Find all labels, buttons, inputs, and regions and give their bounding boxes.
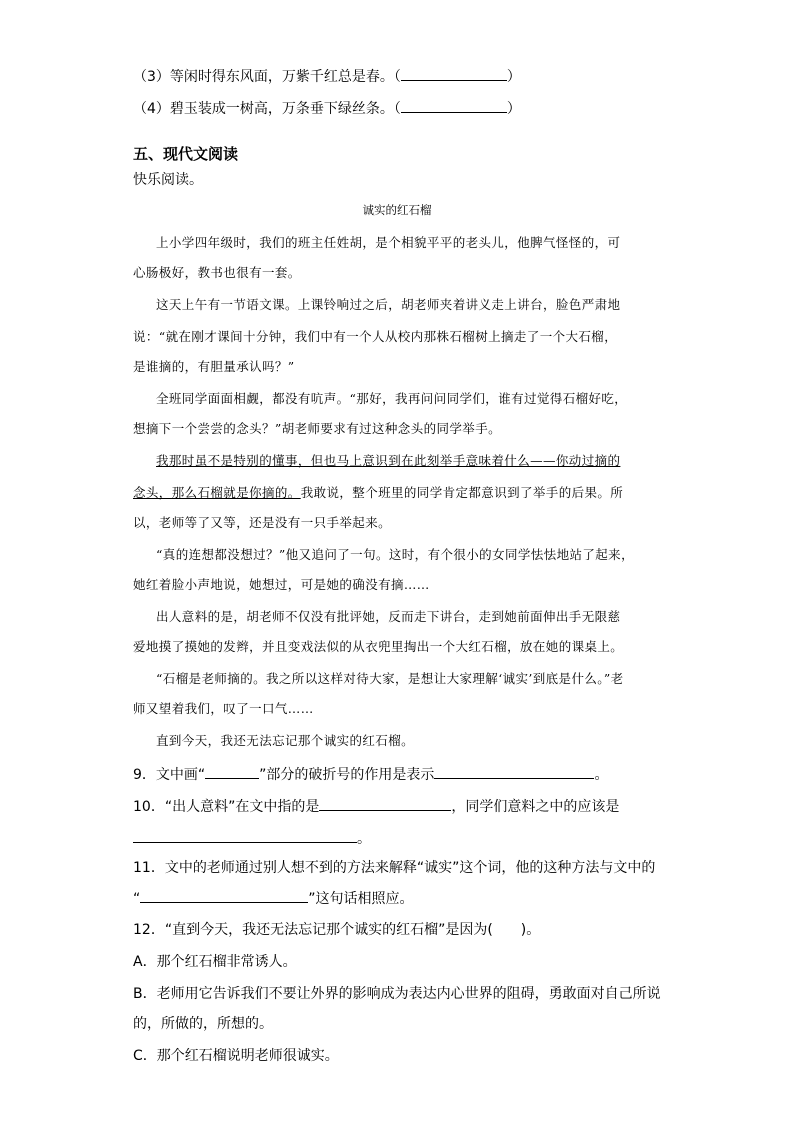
answer-blank-11[interactable] [140,888,308,903]
answer-blank-10b[interactable] [133,828,357,843]
question-11-cont [133,888,414,909]
question-10 [133,796,619,817]
option-b-cont: 的，所做的，所想的。 [133,1016,273,1032]
passage-line: “石榴是老师摘的。我之所以这样对待大家，是想让大家理解‘诚实’到底是什么。”老 [156,671,624,686]
section-title: 五、现代文阅读 [133,145,239,163]
passage-line: 直到今天，我还无法忘记那个诚实的红石榴。 [156,733,415,748]
question-9-text-a: 9．文中画“ [133,767,206,783]
question-10-text-c: 。 [357,831,371,847]
passage-line: “真的连想都没想过？”他又追问了一句。这时，有个很小的女同学怯怯地站了起来， [156,547,634,562]
answer-blank-3[interactable] [401,66,507,81]
passage-line: 是谁摘的，有胆量承认吗？” [133,359,295,374]
passage-line-mixed [133,484,665,502]
question-4-close: ） [506,101,521,117]
question-4 [133,98,521,119]
underlined-passage-line: 我那时虽不是特别的懂事，但也马上意识到在此刻举手意味着什么——你动过摘的 [156,453,621,468]
question-10-text-a: 10．“出人意料”在文中指的是 [133,799,320,815]
question-10-cont [133,828,371,849]
passage-line: 上小学四年级时，我们的班主任姓胡，是个相貌平平的老头儿，他脾气怪怪的，可 [156,235,621,250]
answer-blank-9a[interactable] [205,764,259,779]
question-9-text-c: 。 [594,767,609,783]
passage-line: 想摘下一个尝尝的念头？”胡老师要求有过这种念头的同学举手。 [133,421,501,436]
passage-line: 这天上午有一节语文课。上课铃响过之后，胡老师夹着讲义走上讲台，脸色严肃地 [156,297,621,312]
question-11-text-b: “ [133,891,141,907]
question-3 [133,66,521,87]
option-a[interactable]: A．那个红石榴非常诱人。 [133,954,297,970]
question-9-text-b: ”部分的破折号的作用是表示 [259,767,435,783]
question-11: 11．文中的老师通过别人想不到的方法来解释“诚实”这个词，他的这种方法与文中的 [133,860,656,876]
answer-blank-9b[interactable] [434,764,594,779]
question-3-close: ） [506,69,521,85]
passage-line: 出人意料的是，胡老师不仅没有批评她，反而走下讲台，走到她前面伸出手无限慈 [156,609,621,624]
passage-line: 她红着脸小声地说，她想过，可是她的确没有摘…… [133,577,430,592]
question-9 [133,764,608,785]
passage-title: 诚实的红石榴 [362,203,432,217]
option-c[interactable]: C．那个红石榴说明老师很诚实。 [133,1048,339,1064]
passage-line: 师又望着我们，叹了一口气…… [133,701,314,716]
question-11-text-c: ”这句话相照应。 [308,891,414,907]
passage-line: 说：“就在刚才课间十分钟，我们中有一个人从校内那株石榴树上摘走了一个大石榴， [133,329,618,344]
passage-text: 我敢说，整个班里的同学肯定都意识到了举手的后果。所 [300,485,624,500]
answer-blank-10a[interactable] [319,796,451,811]
underlined-passage-text: 念头，那么石榴就是你摘的。 [133,485,301,500]
passage-line: 全班同学面面相觑，都没有吭声。“那好，我再问问同学们，谁有过觉得石榴好吃， [156,391,628,406]
question-3-text: （3）等闲时得东风面，万紫千红总是春。（ [133,69,401,85]
passage-line: 心肠极好，教书也很有一套。 [133,265,301,280]
question-12: 12．“直到今天，我还无法忘记那个诚实的红石榴”是因为( )。 [133,922,541,938]
answer-blank-4[interactable] [401,98,507,113]
passage-line: 以，老师等了又等，还是没有一只手举起来。 [133,515,392,530]
question-10-text-b: ，同学们意料之中的应该是 [451,799,620,815]
section-instruction: 快乐阅读。 [133,172,203,188]
passage-line: 爱地摸了摸她的发辫，并且变戏法似的从衣兜里掏出一个大红石榴，放在她的课桌上。 [133,639,624,654]
question-4-text: （4）碧玉装成一树高，万条垂下绿丝条。（ [133,101,401,117]
option-b[interactable]: B．老师用它告诉我们不要让外界的影响成为表达内心世界的阻碍，勇敢面对自己所说 [133,986,661,1002]
